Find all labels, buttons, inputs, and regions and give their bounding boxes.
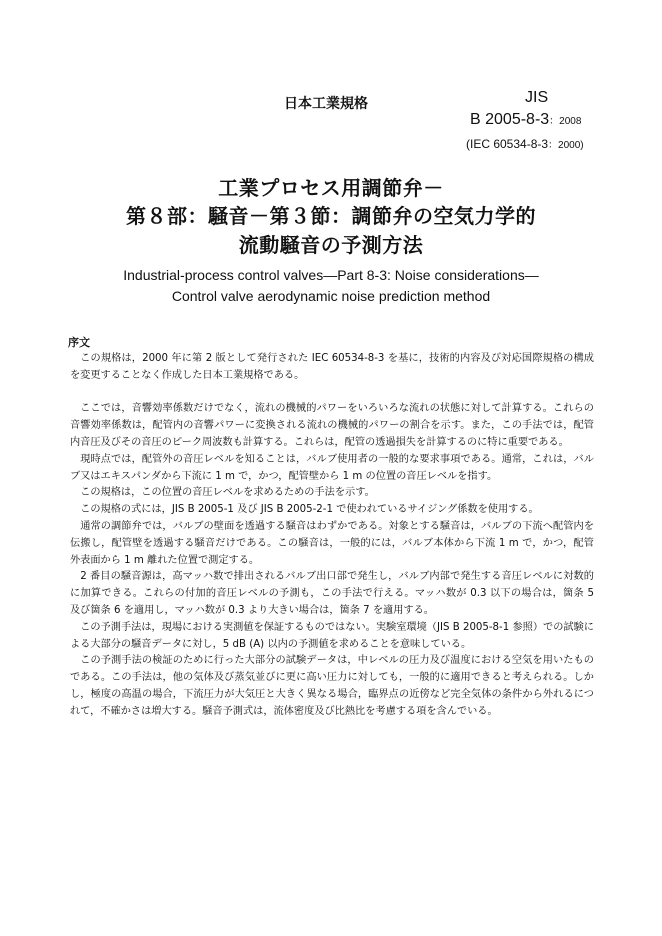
header-jis: JIS bbox=[525, 89, 549, 106]
header-iec-reference bbox=[466, 136, 584, 151]
std-number: B 2005-8-3 bbox=[470, 111, 550, 128]
paragraph: この予測手法は，現場における実測値を保証するものではない。実験室環境（JIS B 2005-8-1 参照）での試験による大部分の騒音データに対し，5 dB (A) 以内の予測値を求めることを意味している。 bbox=[70, 621, 594, 650]
section-heading: 序文 bbox=[68, 336, 90, 349]
paragraph: ここでは，音響効率係数だけでなく，流れの機械的パワーをいろいろな流れの状態に対して計算する。これらの音響効率係数は，配管内の音響パワーに変換される流れの機械的パワーの割合を示す。また，この手法では，配管内音圧及びその音圧のピーク周波数も計算する。これらは，配管の透過損失を計算するのに特に重要である。 bbox=[70, 403, 594, 448]
paragraph: 2 番目の騒音源は，高マッハ数で排出されるバルブ出口部で発生し，バルブ内部で発生する音圧レベルに対数的に加算できる。これらの付加的音圧レベルの予測も，この手法で行える。マッハ数が 0.3 以下の場合は，箇条 5 及び箇条 6 を適用し，マッハ数が 0.3 より大きい場合は，箇条 7 を適用する。 bbox=[70, 571, 594, 616]
iec-ref: (IEC 60534-8-3 bbox=[466, 137, 549, 151]
title-jp-line3: 流動騒音の予測方法 bbox=[238, 233, 424, 257]
paragraph: 現時点では，配管外の音圧レベルを知ることは，バルブ使用者の一般的な要求事項である。通常，これは，バルブ又はエキスパンダから下流に 1 m で，かつ，配管壁から 1 m の位置の音圧レベルを指す。 bbox=[70, 453, 594, 482]
header-standard-number bbox=[470, 111, 581, 129]
paragraph: 通常の調節弁では，バルブの壁面を透過する騒音はわずかである。対象とする騒音は，バルブの下流へ配管内を伝搬し，配管壁を透過する騒音だけである。この騒音は，一般的には，バルブ本体から下流 1 m で，かつ，配管外表面から 1 m 離れた位置で測定する。 bbox=[70, 520, 594, 566]
paragraph: この規格の式には，JIS B 2005-1 及び JIS B 2005-2-1 で使われているサイジング係数を使用する。 bbox=[80, 504, 539, 516]
title-jp-line2: 第８部：騒音－第３節：調節弁の空気力学的 bbox=[126, 204, 536, 228]
header-org: 日本工業規格 bbox=[284, 96, 368, 112]
paragraph: この規格は，2000 年に第 2 版として発行された IEC 60534-8-3 を基に，技術的内容及び対応国際規格の構成を変更することなく作成した日本工業規格である。 bbox=[70, 353, 594, 381]
std-year: ：2008 bbox=[549, 116, 582, 127]
paragraph: この予測手法の検証のために行った大部分の試験データは，中レベルの圧力及び温度における空気を用いたものである。この手法は，他の気体及び蒸気並びに更に高い圧力に対しても，一般的に適用できると考えられる。しかし，極度の高温の場合，下流圧力が大気圧と大きく異なる場合，臨界点の近傍など完全気体の条件から外れるにつれて，不確かさは増大する。騒音予測式は，流体密度及び比熱比を考慮する項を含んでいる。 bbox=[70, 655, 594, 717]
title-jp-line1: 工業プロセス用調節弁－ bbox=[218, 176, 444, 200]
paragraph: この規格は，この位置の音圧レベルを求めるための手法を示す。 bbox=[80, 487, 375, 499]
iec-year: ：2000) bbox=[548, 140, 584, 151]
body-text bbox=[70, 351, 594, 721]
title-en-line1: Industrial-process control valves—Part 8-3: Noise considerations— bbox=[123, 267, 539, 283]
title-en-line2: Control valve aerodynamic noise prediction method bbox=[171, 288, 491, 304]
